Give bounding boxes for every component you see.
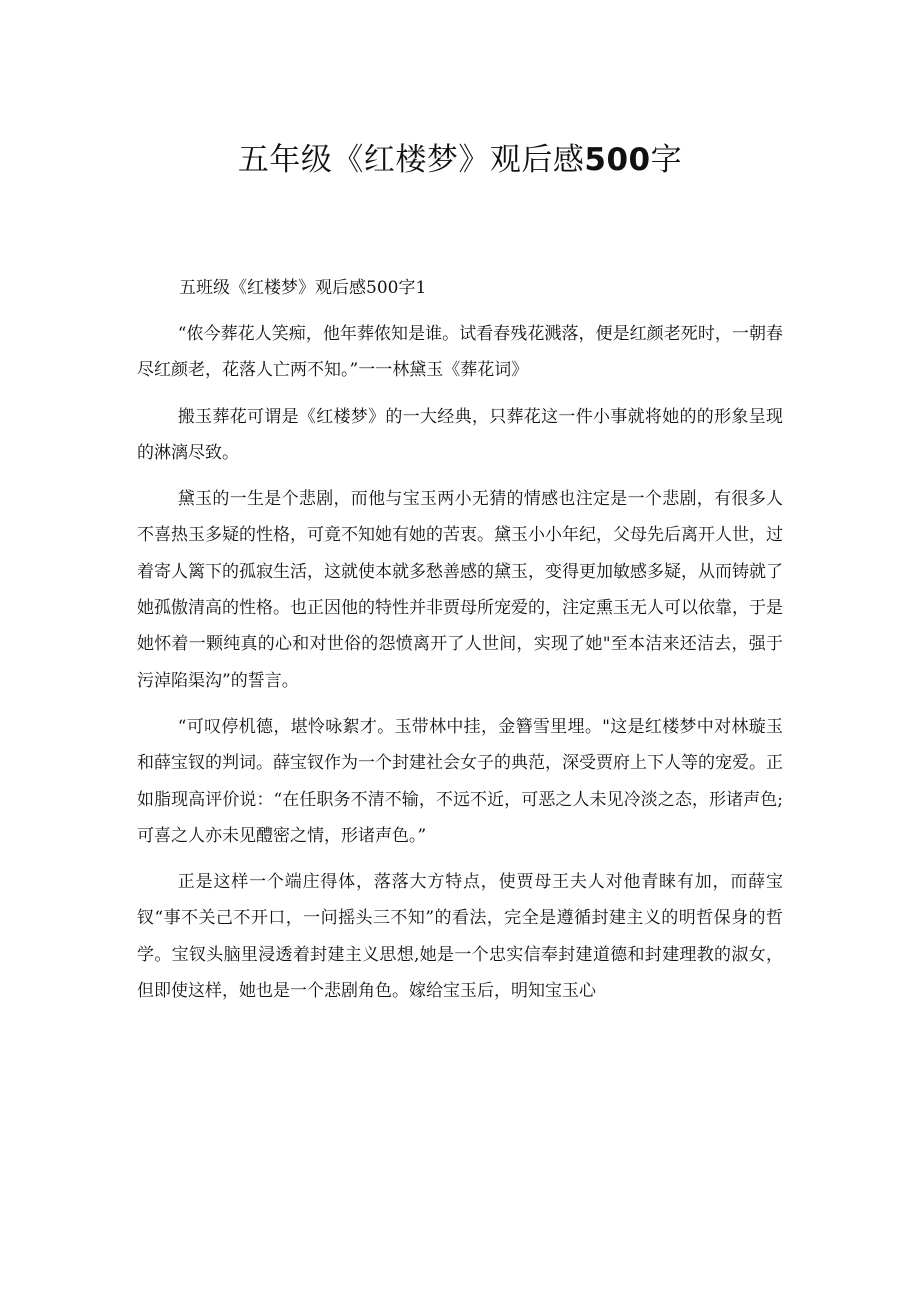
title-number: 500 (584, 142, 651, 178)
essay-subtitle: 五班级《红楼梦》观后感500字1 (179, 278, 427, 298)
title-tail: 字 (650, 142, 683, 178)
paragraph-poem-quote: “侬今葬花人笑痴，他年葬侬知是谁。试看春残花溅落，便是红颜老死时，一朝春尽红颜老，花落人亡两不知。”一一林黛玉《葬花词》 (137, 324, 783, 381)
title-main: 五年级《红楼梦》观后感 (237, 142, 585, 178)
paragraph-burying-flowers: 搬玉葬花可谓是《红楼梦》的一大经典，只葬花这一件小事就将她的的形象呈现的淋漓尽致。 (137, 406, 783, 463)
document-body (137, 270, 783, 1019)
paragraph-judgment-verse: “可叹停机德，堪怜咏絮才。玉带林中挂，金簪雪里埋。"这是红楼梦中对林璇玉和薛宝钗的判词。薛宝钗作为一个封建社会女子的典范，深受贾府上下人等的宠爱。正如脂现高评价说：“在任职务不清不输，不远不近，可恶之人未见冷淡之态，形诸声色;可喜之人亦未见醴密之情，形诸声色。” (137, 716, 783, 846)
paragraph-daiyu-tragedy: 黛玉的一生是个悲剧，而他与宝玉两小无猜的情感也注定是一个悲剧，有很多人不喜热玉多疑的性格，可竟不知她有她的苦衷。黛玉小小年纪，父母先后离开人世，过着寄人篱下的孤寂生活，这就使本就多愁善感的黛玉，变得更加敏感多疑，从而铸就了她孤傲清高的性格。也正因他的特性并非贾母所宠爱的，注定熏玉无人可以依靠，于是她怀着一颗纯真的心和对世俗的怨愤离开了人世间，实现了她"至本洁来还洁去，强于污淖陷渠沟”的誓言。 (137, 489, 783, 691)
document-title (0, 138, 920, 182)
paragraph-baochai: 正是这样一个端庄得体，落落大方特点，使贾母王夫人对他青睐有加，而薛宝钗“事不关己不开口，一问摇头三不知”的看法，完全是遵循封建主义的明哲保身的哲学。宝钗头脑里浸透着封建主义思想,她是一个忠实信奉封建道德和封建理教的淑女，但即使这样，她也是一个悲剧角色。嫁给宝玉后，明知宝玉心 (137, 872, 783, 1002)
